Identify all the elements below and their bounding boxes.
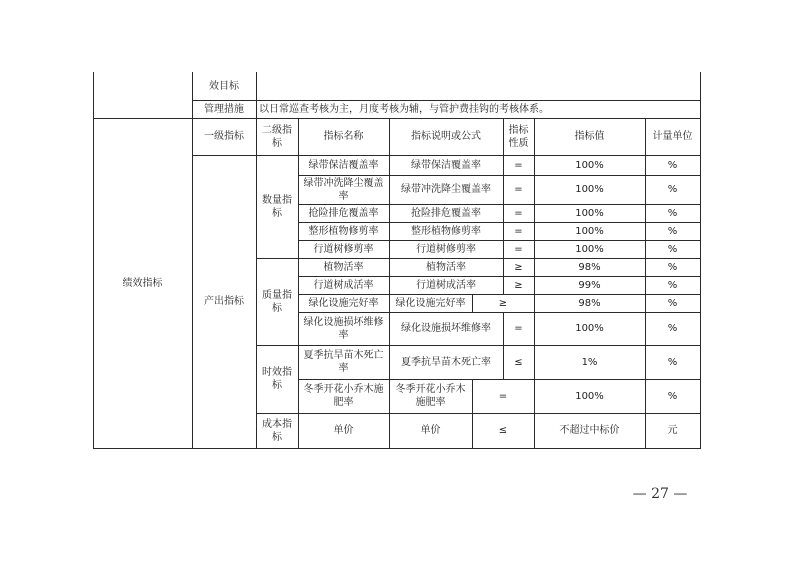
group-label-3: 成本指标 xyxy=(262,418,292,443)
indicator-desc: 绿带冲洗降尘覆盖率 xyxy=(401,184,491,195)
indicator-name: 夏季抗旱苗木死亡率 xyxy=(303,350,384,374)
indicator-unit: % xyxy=(667,207,678,219)
indicator-nature: = xyxy=(514,225,523,237)
table-rule xyxy=(256,72,257,449)
row-label-target: 效目标 xyxy=(209,80,239,92)
table-rule xyxy=(503,258,504,277)
indicator-value: 100% xyxy=(575,184,604,195)
indicator-name: 抢险排危覆盖率 xyxy=(308,207,379,219)
table-rule xyxy=(192,100,701,101)
header-nature: 指标性质 xyxy=(508,124,529,149)
indicator-name: 冬季开花小乔木施肥率 xyxy=(303,384,384,408)
page-number: — 27 — xyxy=(632,486,688,502)
table-rule xyxy=(298,118,299,449)
table-rule xyxy=(256,258,701,259)
table-rule xyxy=(256,155,701,156)
indicator-desc: 绿带保洁覆盖率 xyxy=(411,159,481,171)
performance-table xyxy=(93,72,701,449)
table-rule xyxy=(503,204,504,223)
table-rule xyxy=(298,379,701,380)
row-content-target xyxy=(256,72,700,100)
indicator-desc: 抢险排危覆盖率 xyxy=(411,207,481,219)
indicator-value: 98% xyxy=(578,261,601,273)
table-rule xyxy=(256,448,701,449)
indicator-unit: % xyxy=(667,297,678,309)
table-rule xyxy=(645,118,646,449)
indicator-desc: 行道树成活率 xyxy=(416,279,476,291)
indicator-nature: ≤ xyxy=(514,356,523,368)
header-level1: 一级指标 xyxy=(204,131,244,142)
indicator-nature: ≥ xyxy=(514,279,523,291)
group-label-1: 质量指标 xyxy=(262,289,292,314)
indicator-nature: = xyxy=(514,159,523,171)
indicator-desc: 绿化设施损坏维修率 xyxy=(401,323,491,334)
indicator-name: 绿带保洁覆盖率 xyxy=(308,159,379,171)
section-label: 绩效指标 xyxy=(122,277,163,289)
indicator-desc: 冬季开花小乔木施肥率 xyxy=(395,384,466,408)
header-unit: 计量单位 xyxy=(652,131,693,142)
indicator-value: 100% xyxy=(575,159,604,171)
indicator-nature: ≥ xyxy=(498,297,508,309)
header-level2: 二级指标 xyxy=(262,124,292,149)
indicator-unit: % xyxy=(667,261,678,273)
group-label-0: 数量指标 xyxy=(262,194,292,219)
table-rule xyxy=(298,175,701,176)
indicator-name: 绿化设施完好率 xyxy=(308,297,379,309)
indicator-unit: % xyxy=(667,279,678,291)
indicator-unit: % xyxy=(667,225,678,237)
table-rule xyxy=(298,294,701,295)
table-rule xyxy=(298,240,701,241)
table-rule xyxy=(700,72,701,449)
table-rule xyxy=(192,72,193,449)
indicator-nature: = xyxy=(514,184,523,195)
header-value: 指标值 xyxy=(574,131,605,142)
table-rule xyxy=(472,294,473,313)
header-desc: 指标说明或公式 xyxy=(411,131,481,142)
indicator-name: 绿带冲洗降尘覆盖率 xyxy=(303,177,384,202)
table-rule xyxy=(298,204,701,205)
indicator-value: 100% xyxy=(575,243,604,255)
table-rule xyxy=(93,118,701,119)
table-rule xyxy=(503,118,504,156)
indicator-unit: % xyxy=(667,323,678,334)
indicator-unit: % xyxy=(667,159,678,171)
table-rule xyxy=(93,72,94,449)
table-rule xyxy=(503,312,504,346)
indicator-unit: 元 xyxy=(667,425,678,436)
indicator-name: 行道树成活率 xyxy=(313,279,374,291)
table-rule xyxy=(503,175,504,205)
indicator-value: 98% xyxy=(578,297,601,309)
indicator-unit: % xyxy=(667,243,678,255)
indicator-unit: % xyxy=(667,356,678,368)
indicator-unit: % xyxy=(667,184,678,195)
table-rule xyxy=(503,240,504,259)
table-rule xyxy=(298,312,701,313)
indicator-value: 99% xyxy=(578,279,601,291)
header-name: 指标名称 xyxy=(323,131,364,142)
table-rule xyxy=(503,222,504,241)
table-rule xyxy=(298,276,701,277)
table-rule xyxy=(503,155,504,176)
table-rule xyxy=(256,413,701,414)
indicator-unit: % xyxy=(667,390,678,402)
indicator-name: 整形植物修剪率 xyxy=(308,225,379,237)
indicator-desc: 单价 xyxy=(420,425,441,436)
table-rule xyxy=(503,276,504,295)
indicator-desc: 植物活率 xyxy=(426,261,466,273)
indicator-value: 100% xyxy=(575,323,604,334)
indicator-nature: = xyxy=(514,207,523,219)
indicator-value: 不超过中标价 xyxy=(559,425,620,436)
indicator-nature: ≤ xyxy=(498,425,508,436)
indicator-name: 绿化设施损坏维修率 xyxy=(303,316,384,341)
table-rule xyxy=(534,118,535,449)
indicator-desc: 绿化设施完好率 xyxy=(395,297,466,309)
indicator-value: 100% xyxy=(575,390,604,402)
indicator-value: 100% xyxy=(575,225,604,237)
table-rule xyxy=(472,413,473,449)
table-rule xyxy=(256,345,701,346)
indicator-nature: = xyxy=(514,323,523,334)
table-rule xyxy=(472,379,473,414)
level1-label: 产出指标 xyxy=(204,296,244,307)
indicator-name: 单价 xyxy=(333,425,354,436)
group-label-2: 时效指标 xyxy=(262,367,292,391)
indicator-value: 1% xyxy=(581,356,598,368)
row-label-measures: 管理措施 xyxy=(204,103,244,115)
table-rule xyxy=(503,345,504,380)
indicator-value: 100% xyxy=(575,207,604,219)
indicator-name: 行道树修剪率 xyxy=(313,243,374,255)
indicator-nature: = xyxy=(498,390,508,402)
table-rule xyxy=(389,118,390,449)
indicator-name: 植物活率 xyxy=(323,261,364,273)
indicator-desc: 行道树修剪率 xyxy=(416,243,476,255)
indicator-desc: 整形植物修剪率 xyxy=(411,225,481,237)
table-rule xyxy=(298,222,701,223)
indicator-desc: 夏季抗旱苗木死亡率 xyxy=(401,356,491,368)
row-content-measures: 以日常巡查考核为主，月度考核为辅，与管护费挂钩的考核体系。 xyxy=(259,103,549,115)
indicator-nature: ≥ xyxy=(514,261,523,273)
indicator-nature: = xyxy=(514,243,523,255)
